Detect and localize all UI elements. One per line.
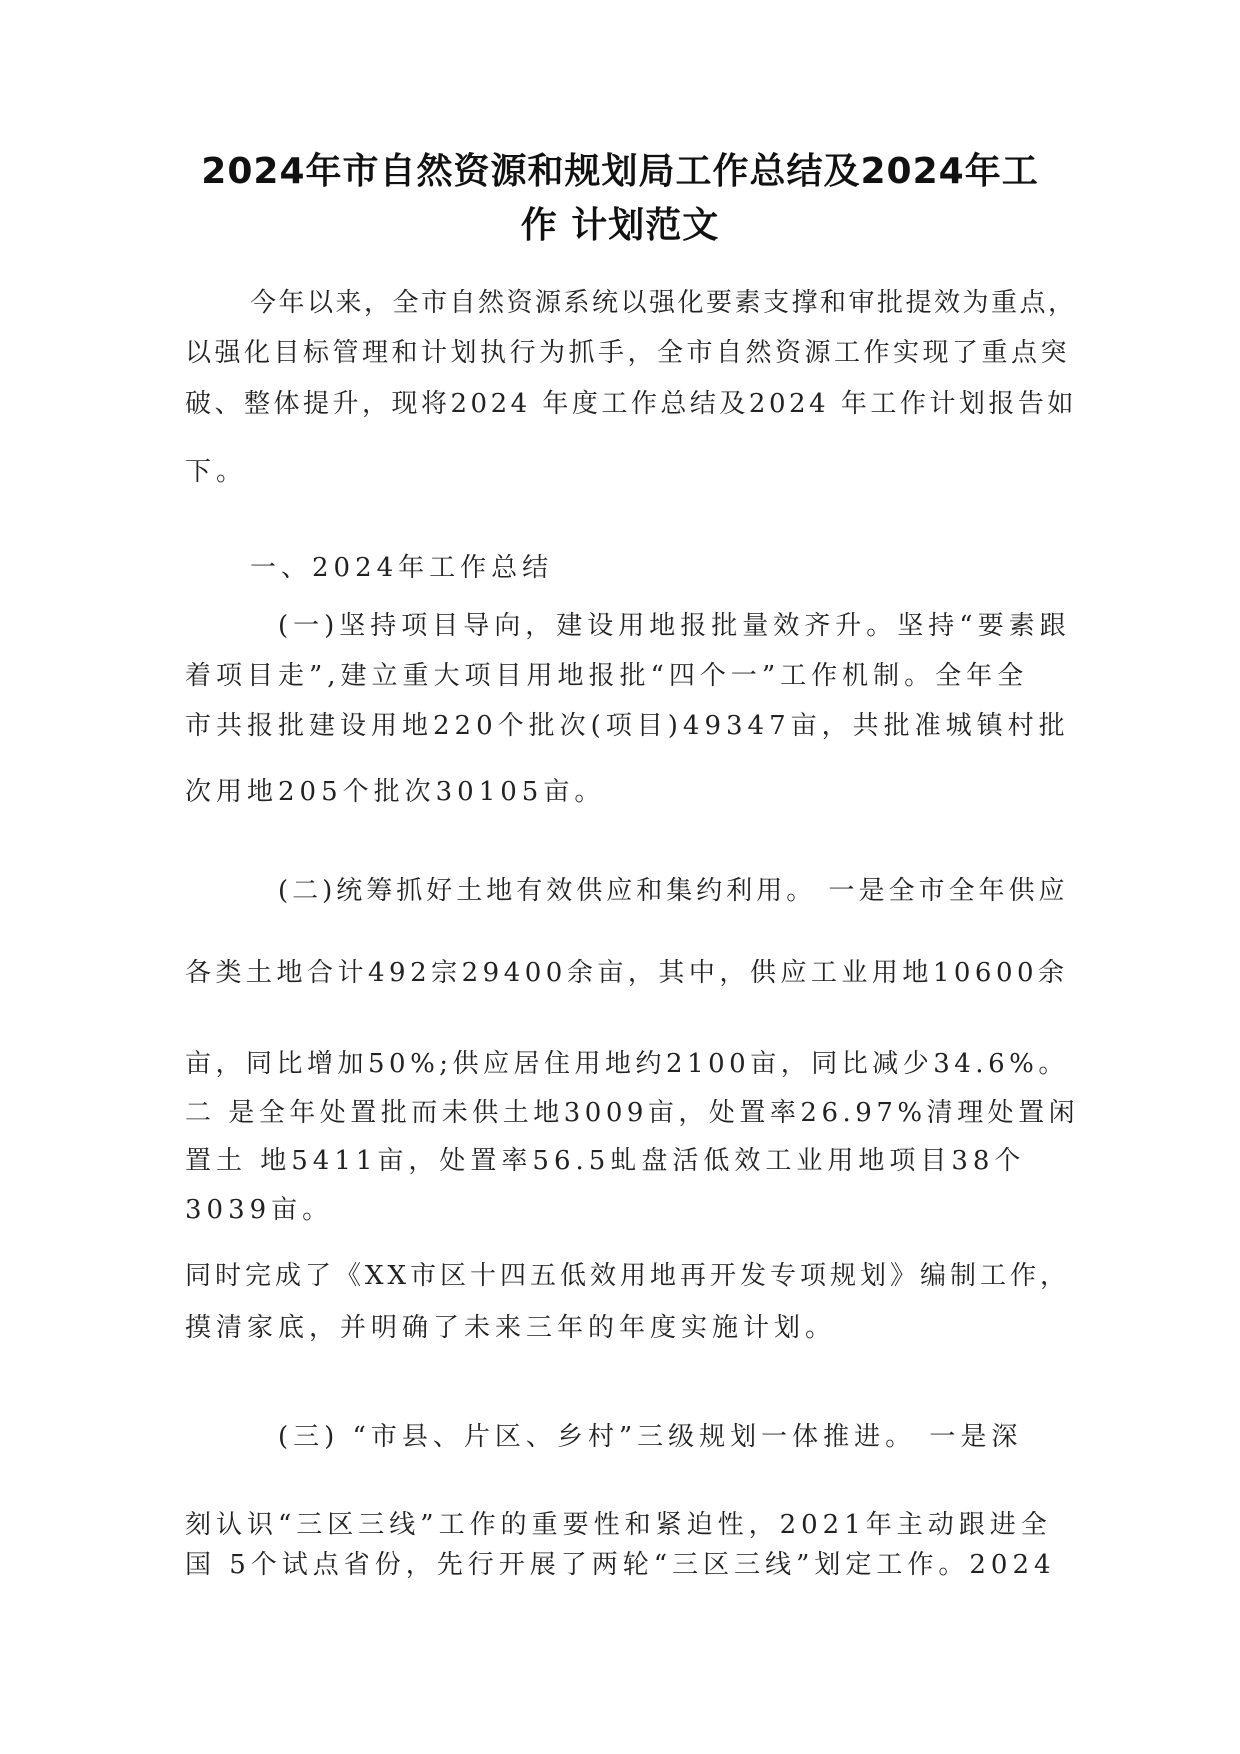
item2-line-8: 摸清家底，并明确了未来三年的年度实施计划。 — [185, 1313, 837, 1343]
intro-line-1: 今年以来，全市自然资源系统以强化要素支撑和审批提效为重点， — [250, 288, 1077, 318]
section-heading: 一、2024年工作总结 — [250, 553, 554, 583]
item1-line-4: 次用地205个批次30105亩。 — [185, 777, 606, 807]
item3-line-2: 刻认识“三区三线”工作的重要性和紧迫性，2021年主动跟进全 — [185, 1510, 1052, 1540]
document-title-line-2: 作 计划范文 — [520, 205, 720, 246]
item2-line-6: 3039亩。 — [185, 1195, 334, 1225]
document-title-line-1: 2024年市自然资源和规划局工作总结及2024年工 — [201, 151, 1039, 192]
item2-line-2: 各类土地合计492宗29400余亩，其中，供应工业用地10600余 — [185, 958, 1069, 988]
item3-line-1: (三) “市县、片区、乡村”三级规划一体推进。 一是深 — [278, 1422, 1023, 1452]
item2-line-3: 亩，同比增加50%;供应居住用地约2100亩，同比减少34.6%。 — [185, 1049, 1069, 1079]
intro-line-3: 破、整体提升，现将2024 年度工作总结及2024 年工作计划报告如 — [185, 389, 1077, 419]
item2-line-1: (二)统筹抓好土地有效供应和集约利用。 一是全市全年供应 — [278, 876, 1069, 906]
item3-line-3: 国 5个试点省份，先行开展了两轮“三区三线”划定工作。2024 — [185, 1550, 1056, 1580]
item1-line-3: 市共报批建设用地220个批次(项目)49347亩，共批准城镇村批 — [185, 711, 1070, 741]
intro-line-2: 以强化目标管理和计划执行为抓手，全市自然资源工作实现了重点突 — [185, 338, 1071, 368]
item2-line-5: 置土 地5411亩，处置率56.5虬盘活低效工业用地项目38个 — [185, 1146, 1026, 1176]
item1-line-2: 着项目走”,建立重大项目用地报批“四个一”工作机制。全年全 — [185, 661, 1029, 691]
intro-line-4: 下。 — [185, 457, 248, 487]
item2-line-4: 二 是全年处置批而未供土地3009亩，处置率26.97%清理处置闲 — [185, 1098, 1080, 1128]
item1-line-1: (一)坚持项目导向，建设用地报批量效齐升。坚持“要素跟 — [278, 611, 1071, 641]
item2-line-7: 同时完成了《XX市区十四五低效用地再开发专项规划》编制工作， — [185, 1261, 1071, 1291]
